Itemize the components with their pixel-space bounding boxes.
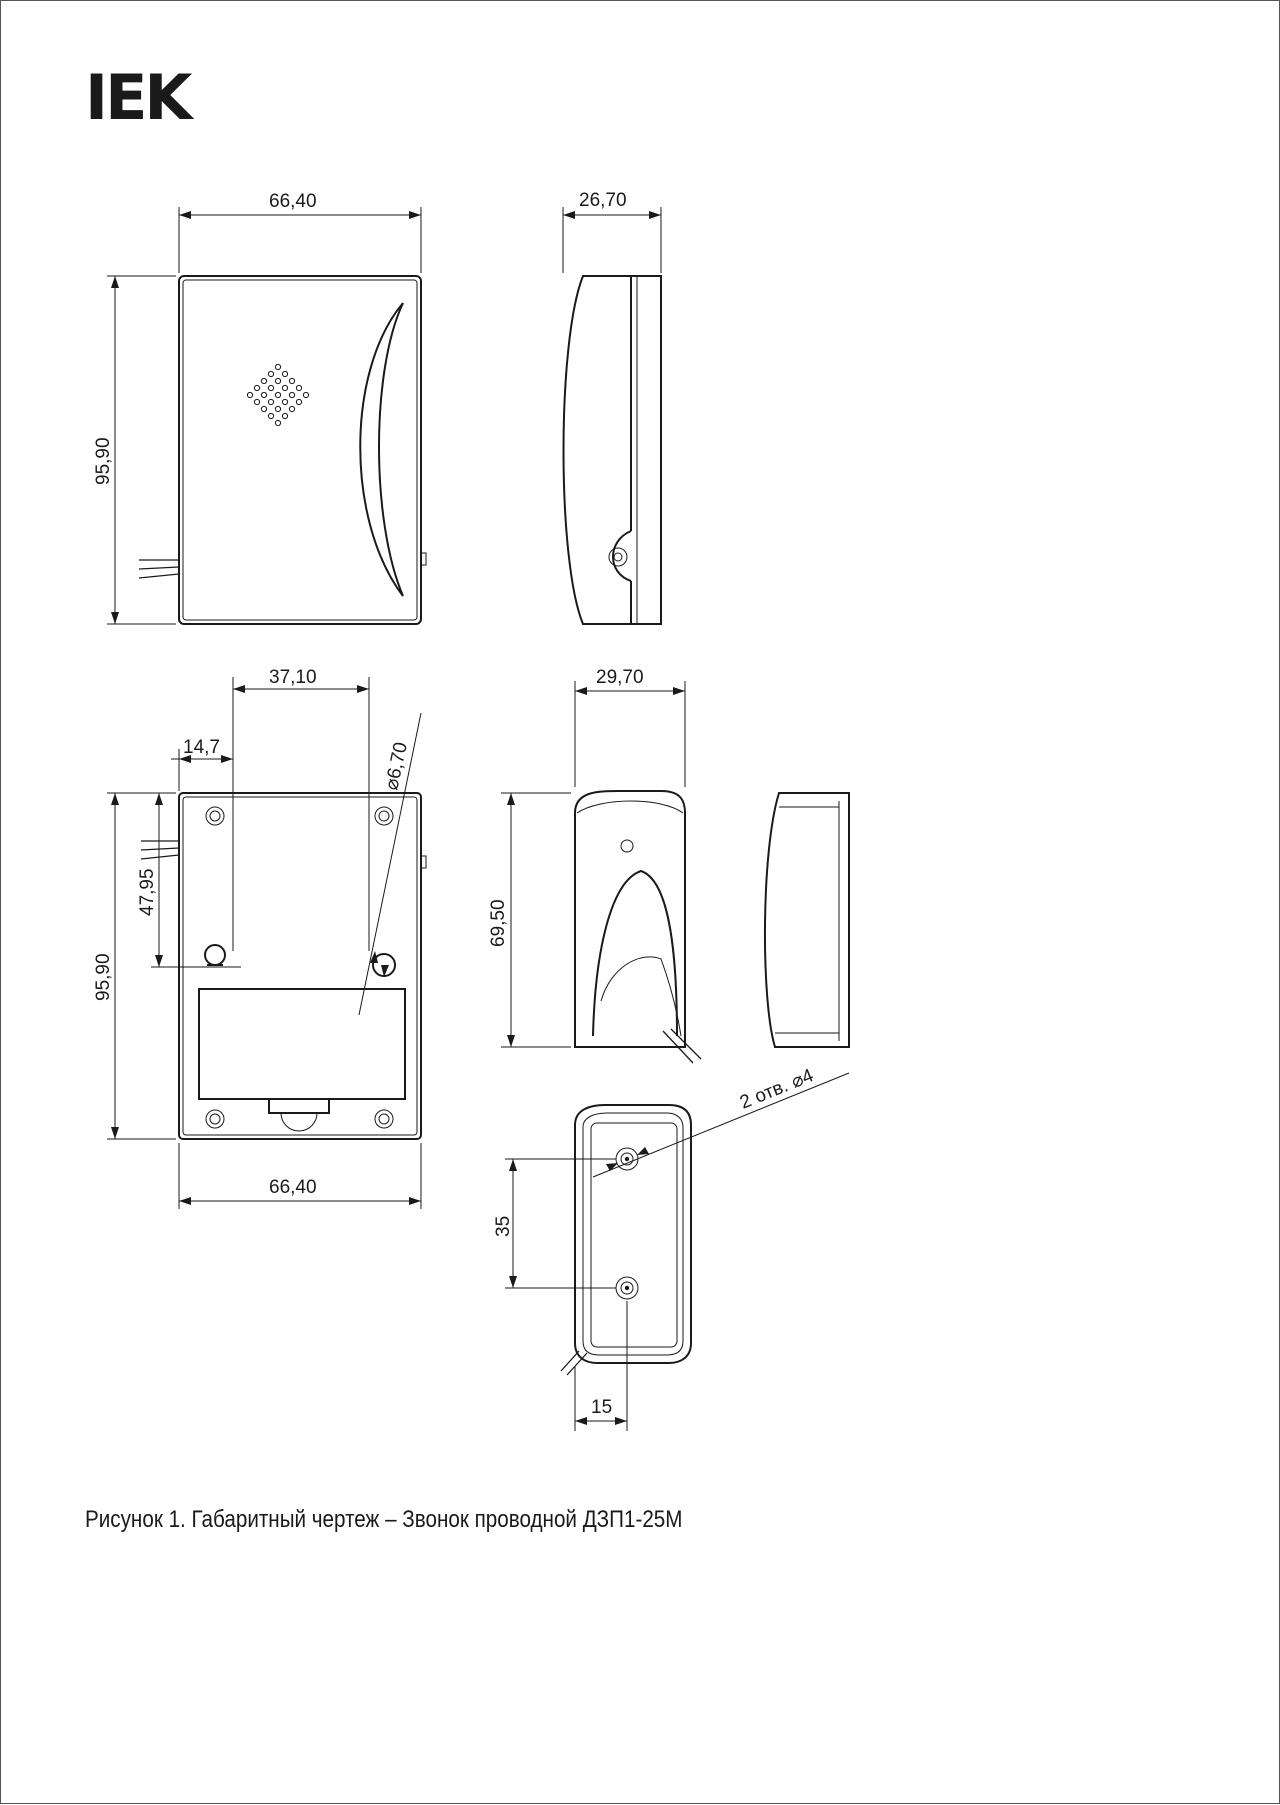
dim-back-hole-diameter: ⌀6,70: [381, 740, 412, 793]
dim-back-width: 66,40: [269, 1177, 317, 1198]
button-side-view: [765, 793, 849, 1047]
speaker-grille: [247, 364, 308, 425]
dim-button-height: 69,50: [488, 899, 509, 947]
bell-side-view: [563, 190, 661, 624]
dim-back-hole-offset: 14,7: [183, 737, 220, 758]
button-front-view: [488, 667, 701, 1063]
bell-front-view: [93, 191, 426, 624]
dim-back-hole-spacing: 37,10: [269, 667, 317, 688]
iek-logo: IEK: [85, 61, 190, 134]
dim-back-height: 95,90: [93, 953, 114, 1001]
dim-side-depth: 26,70: [579, 190, 627, 211]
button-back-view: [493, 1065, 849, 1431]
dim-button-width: 29,70: [596, 667, 644, 688]
bell-back-view: [93, 667, 426, 1209]
dim-front-width: 66,40: [269, 191, 317, 212]
figure-caption: Рисунок 1. Габаритный чертеж – Звонок проводной ДЗП1-25М: [85, 1506, 683, 1533]
dim-button-holes: 2 отв. ⌀4: [737, 1065, 817, 1114]
dim-button-hole-offset: 15: [591, 1397, 613, 1418]
dim-back-hole-height: 47,95: [137, 868, 158, 916]
dim-button-hole-spacing: 35: [493, 1215, 514, 1237]
technical-drawing: [1, 1, 1280, 1805]
dim-front-height: 95,90: [93, 437, 114, 485]
